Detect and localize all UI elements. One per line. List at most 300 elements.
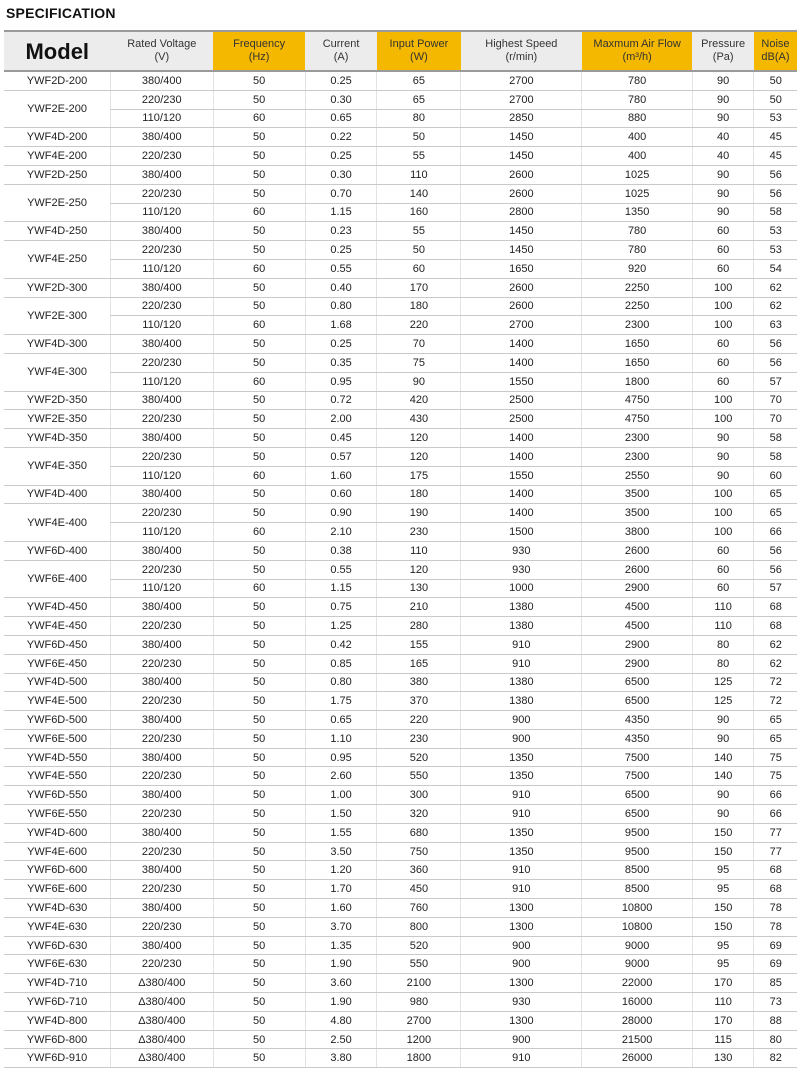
cell-noise: 54 — [754, 259, 797, 278]
model-cell: YWF4D-350 — [4, 429, 111, 448]
cell-pressure: 60 — [692, 222, 753, 241]
cell-speed: 1380 — [461, 598, 582, 617]
cell-power: 50 — [377, 128, 461, 147]
cell-pressure: 60 — [692, 353, 753, 372]
cell-noise: 45 — [754, 147, 797, 166]
cell-power: 980 — [377, 993, 461, 1012]
cell-frequency: 50 — [213, 297, 305, 316]
model-cell: YWF4E-350 — [4, 447, 111, 485]
cell-voltage: 220/230 — [111, 917, 213, 936]
cell-noise: 62 — [754, 278, 797, 297]
cell-airflow: 2250 — [582, 278, 693, 297]
cell-speed: 900 — [461, 711, 582, 730]
cell-speed: 1350 — [461, 842, 582, 861]
cell-current: 0.35 — [305, 353, 377, 372]
cell-current: 0.80 — [305, 673, 377, 692]
table-row — [4, 936, 797, 955]
cell-current: 1.50 — [305, 805, 377, 824]
cell-pressure: 40 — [692, 147, 753, 166]
cell-speed: 910 — [461, 805, 582, 824]
column-label: Current — [322, 38, 360, 50]
model-cell: YWF4D-600 — [4, 823, 111, 842]
table-row — [4, 635, 797, 654]
cell-pressure: 95 — [692, 880, 753, 899]
model-cell: YWF4E-450 — [4, 617, 111, 636]
table-row — [4, 429, 797, 448]
cell-current: 0.25 — [305, 71, 377, 90]
cell-voltage: 380/400 — [111, 899, 213, 918]
cell-current: 0.80 — [305, 297, 377, 316]
cell-current: 0.70 — [305, 184, 377, 203]
cell-pressure: 100 — [692, 485, 753, 504]
cell-power: 750 — [377, 842, 461, 861]
cell-airflow: 3500 — [582, 485, 693, 504]
cell-pressure: 150 — [692, 823, 753, 842]
cell-noise: 62 — [754, 654, 797, 673]
cell-voltage: 380/400 — [111, 429, 213, 448]
cell-power: 80 — [377, 109, 461, 128]
table-row — [4, 711, 797, 730]
cell-frequency: 50 — [213, 823, 305, 842]
cell-airflow: 9000 — [582, 955, 693, 974]
model-cell: YWF4D-450 — [4, 598, 111, 617]
table-row — [4, 222, 797, 241]
cell-frequency: 60 — [213, 579, 305, 598]
column-unit: dB(A) — [761, 51, 790, 63]
model-cell: YWF6D-800 — [4, 1030, 111, 1049]
cell-voltage: 380/400 — [111, 823, 213, 842]
cell-speed: 1300 — [461, 1011, 582, 1030]
table-row — [4, 71, 797, 90]
model-cell: YWF4E-600 — [4, 842, 111, 861]
cell-pressure: 100 — [692, 410, 753, 429]
cell-power: 360 — [377, 861, 461, 880]
cell-pressure: 90 — [692, 447, 753, 466]
cell-speed: 1350 — [461, 748, 582, 767]
cell-noise: 85 — [754, 974, 797, 993]
cell-frequency: 50 — [213, 278, 305, 297]
table-row — [4, 466, 797, 485]
cell-speed: 1400 — [461, 504, 582, 523]
cell-frequency: 60 — [213, 523, 305, 542]
cell-airflow: 780 — [582, 71, 693, 90]
cell-noise: 62 — [754, 297, 797, 316]
cell-speed: 1380 — [461, 617, 582, 636]
model-cell: YWF2E-250 — [4, 184, 111, 222]
column-header-noise — [754, 31, 797, 71]
cell-noise: 70 — [754, 391, 797, 410]
cell-airflow: 2600 — [582, 560, 693, 579]
column-label: Pressure — [701, 38, 746, 50]
cell-current: 0.95 — [305, 372, 377, 391]
table-row — [4, 861, 797, 880]
cell-noise: 50 — [754, 71, 797, 90]
cell-voltage: 220/230 — [111, 297, 213, 316]
cell-airflow: 920 — [582, 259, 693, 278]
model-cell: YWF4E-630 — [4, 917, 111, 936]
cell-noise: 53 — [754, 241, 797, 260]
table-row — [4, 335, 797, 354]
table-row — [4, 109, 797, 128]
cell-current: 0.23 — [305, 222, 377, 241]
cell-pressure: 125 — [692, 692, 753, 711]
cell-speed: 1400 — [461, 429, 582, 448]
cell-pressure: 170 — [692, 974, 753, 993]
table-row — [4, 654, 797, 673]
column-unit: (A) — [333, 51, 349, 63]
cell-current: 0.45 — [305, 429, 377, 448]
cell-power: 450 — [377, 880, 461, 899]
cell-voltage: 220/230 — [111, 353, 213, 372]
model-cell: YWF6D-400 — [4, 541, 111, 560]
cell-frequency: 50 — [213, 71, 305, 90]
cell-current: 1.55 — [305, 823, 377, 842]
cell-airflow: 2250 — [582, 297, 693, 316]
cell-frequency: 50 — [213, 90, 305, 109]
cell-noise: 75 — [754, 767, 797, 786]
table-row — [4, 805, 797, 824]
cell-frequency: 50 — [213, 880, 305, 899]
cell-pressure: 80 — [692, 654, 753, 673]
table-row — [4, 353, 797, 372]
cell-noise: 78 — [754, 917, 797, 936]
column-unit: (r/min) — [505, 51, 538, 63]
column-header-frequency — [213, 31, 305, 71]
cell-voltage: 380/400 — [111, 165, 213, 184]
cell-power: 300 — [377, 786, 461, 805]
cell-voltage: 220/230 — [111, 447, 213, 466]
cell-frequency: 50 — [213, 805, 305, 824]
cell-current: 1.35 — [305, 936, 377, 955]
cell-power: 65 — [377, 71, 461, 90]
cell-noise: 78 — [754, 899, 797, 918]
cell-frequency: 50 — [213, 842, 305, 861]
cell-noise: 73 — [754, 993, 797, 1012]
cell-speed: 2500 — [461, 391, 582, 410]
cell-current: 1.75 — [305, 692, 377, 711]
cell-airflow: 4350 — [582, 711, 693, 730]
cell-frequency: 50 — [213, 654, 305, 673]
column-unit: (m³/h) — [622, 51, 652, 63]
model-cell: YWF4D-250 — [4, 222, 111, 241]
cell-pressure: 100 — [692, 391, 753, 410]
cell-frequency: 50 — [213, 974, 305, 993]
cell-speed: 1400 — [461, 353, 582, 372]
cell-noise: 65 — [754, 729, 797, 748]
column-unit: (Pa) — [712, 51, 734, 63]
cell-current: 1.60 — [305, 899, 377, 918]
cell-frequency: 50 — [213, 1030, 305, 1049]
cell-voltage: 380/400 — [111, 635, 213, 654]
cell-voltage: 220/230 — [111, 692, 213, 711]
model-cell: YWF2D-250 — [4, 165, 111, 184]
cell-speed: 1400 — [461, 485, 582, 504]
column-label: Noise — [761, 38, 790, 50]
cell-noise: 53 — [754, 222, 797, 241]
cell-airflow: 4500 — [582, 598, 693, 617]
cell-power: 55 — [377, 222, 461, 241]
model-cell: YWF2E-350 — [4, 410, 111, 429]
cell-current: 0.72 — [305, 391, 377, 410]
cell-current: 0.85 — [305, 654, 377, 673]
cell-frequency: 60 — [213, 259, 305, 278]
cell-frequency: 60 — [213, 316, 305, 335]
cell-frequency: 50 — [213, 541, 305, 560]
cell-pressure: 115 — [692, 1030, 753, 1049]
cell-power: 210 — [377, 598, 461, 617]
cell-current: 1.25 — [305, 617, 377, 636]
cell-voltage: 220/230 — [111, 410, 213, 429]
cell-current: 0.95 — [305, 748, 377, 767]
cell-noise: 45 — [754, 128, 797, 147]
table-row — [4, 729, 797, 748]
cell-frequency: 50 — [213, 429, 305, 448]
cell-power: 230 — [377, 523, 461, 542]
cell-frequency: 50 — [213, 241, 305, 260]
cell-power: 420 — [377, 391, 461, 410]
cell-airflow: 3800 — [582, 523, 693, 542]
cell-airflow: 9000 — [582, 936, 693, 955]
cell-voltage: Δ380/400 — [111, 1030, 213, 1049]
cell-voltage: 380/400 — [111, 936, 213, 955]
cell-voltage: 380/400 — [111, 335, 213, 354]
table-row — [4, 617, 797, 636]
cell-power: 680 — [377, 823, 461, 842]
cell-pressure: 100 — [692, 297, 753, 316]
table-body — [4, 71, 797, 1068]
cell-airflow: 1650 — [582, 335, 693, 354]
cell-voltage: 380/400 — [111, 673, 213, 692]
cell-voltage: 220/230 — [111, 184, 213, 203]
table-row — [4, 748, 797, 767]
model-cell: YWF4E-500 — [4, 692, 111, 711]
cell-frequency: 60 — [213, 109, 305, 128]
cell-power: 175 — [377, 466, 461, 485]
model-cell: YWF6E-630 — [4, 955, 111, 974]
cell-airflow: 4750 — [582, 391, 693, 410]
cell-airflow: 6500 — [582, 805, 693, 824]
cell-noise: 65 — [754, 485, 797, 504]
cell-speed: 930 — [461, 541, 582, 560]
cell-pressure: 150 — [692, 842, 753, 861]
cell-airflow: 400 — [582, 147, 693, 166]
cell-power: 2100 — [377, 974, 461, 993]
cell-voltage: 220/230 — [111, 880, 213, 899]
cell-power: 430 — [377, 410, 461, 429]
cell-current: 2.00 — [305, 410, 377, 429]
table-row — [4, 673, 797, 692]
cell-speed: 1450 — [461, 147, 582, 166]
cell-speed: 2600 — [461, 297, 582, 316]
cell-frequency: 50 — [213, 391, 305, 410]
cell-speed: 1400 — [461, 447, 582, 466]
cell-noise: 63 — [754, 316, 797, 335]
cell-pressure: 110 — [692, 617, 753, 636]
cell-voltage: 220/230 — [111, 504, 213, 523]
cell-frequency: 50 — [213, 711, 305, 730]
cell-noise: 80 — [754, 1030, 797, 1049]
cell-airflow: 8500 — [582, 880, 693, 899]
cell-speed: 910 — [461, 786, 582, 805]
cell-voltage: 380/400 — [111, 711, 213, 730]
cell-noise: 77 — [754, 823, 797, 842]
cell-current: 0.38 — [305, 541, 377, 560]
cell-noise: 65 — [754, 504, 797, 523]
cell-airflow: 780 — [582, 90, 693, 109]
cell-speed: 900 — [461, 936, 582, 955]
cell-frequency: 50 — [213, 993, 305, 1012]
cell-noise: 58 — [754, 429, 797, 448]
cell-frequency: 60 — [213, 372, 305, 391]
cell-power: 120 — [377, 560, 461, 579]
cell-airflow: 10800 — [582, 899, 693, 918]
cell-speed: 900 — [461, 955, 582, 974]
cell-pressure: 150 — [692, 917, 753, 936]
cell-noise: 72 — [754, 692, 797, 711]
cell-power: 1800 — [377, 1049, 461, 1068]
cell-power: 520 — [377, 748, 461, 767]
cell-voltage: 220/230 — [111, 842, 213, 861]
table-row — [4, 786, 797, 805]
column-header-power — [377, 31, 461, 71]
cell-frequency: 50 — [213, 447, 305, 466]
cell-current: 2.60 — [305, 767, 377, 786]
cell-power: 370 — [377, 692, 461, 711]
model-cell: YWF4D-550 — [4, 748, 111, 767]
cell-pressure: 60 — [692, 335, 753, 354]
cell-current: 0.57 — [305, 447, 377, 466]
model-cell: YWF4D-800 — [4, 1011, 111, 1030]
cell-power: 550 — [377, 955, 461, 974]
specification-table — [4, 30, 797, 1068]
cell-power: 230 — [377, 729, 461, 748]
cell-current: 0.65 — [305, 109, 377, 128]
cell-current: 0.40 — [305, 278, 377, 297]
cell-airflow: 1025 — [582, 184, 693, 203]
cell-speed: 1650 — [461, 259, 582, 278]
cell-speed: 2500 — [461, 410, 582, 429]
cell-power: 155 — [377, 635, 461, 654]
cell-pressure: 80 — [692, 635, 753, 654]
cell-power: 800 — [377, 917, 461, 936]
cell-airflow: 880 — [582, 109, 693, 128]
cell-power: 120 — [377, 429, 461, 448]
cell-voltage: Δ380/400 — [111, 993, 213, 1012]
cell-speed: 1350 — [461, 767, 582, 786]
cell-airflow: 2300 — [582, 447, 693, 466]
table-row — [4, 560, 797, 579]
cell-speed: 1450 — [461, 222, 582, 241]
cell-current: 0.30 — [305, 165, 377, 184]
cell-airflow: 2900 — [582, 654, 693, 673]
cell-airflow: 2300 — [582, 316, 693, 335]
cell-pressure: 90 — [692, 203, 753, 222]
cell-current: 0.55 — [305, 560, 377, 579]
cell-frequency: 50 — [213, 617, 305, 636]
cell-pressure: 95 — [692, 955, 753, 974]
cell-voltage: 110/120 — [111, 579, 213, 598]
cell-speed: 930 — [461, 560, 582, 579]
cell-frequency: 50 — [213, 598, 305, 617]
cell-speed: 900 — [461, 729, 582, 748]
table-row — [4, 579, 797, 598]
cell-current: 0.60 — [305, 485, 377, 504]
table-row — [4, 410, 797, 429]
cell-frequency: 50 — [213, 729, 305, 748]
model-cell: YWF2D-350 — [4, 391, 111, 410]
table-row — [4, 372, 797, 391]
cell-airflow: 1800 — [582, 372, 693, 391]
cell-speed: 1550 — [461, 466, 582, 485]
column-label: Rated Voltage — [127, 38, 197, 50]
cell-voltage: 380/400 — [111, 222, 213, 241]
cell-current: 0.25 — [305, 147, 377, 166]
table-row — [4, 974, 797, 993]
table-row — [4, 241, 797, 260]
cell-voltage: 380/400 — [111, 861, 213, 880]
cell-frequency: 50 — [213, 353, 305, 372]
cell-voltage: 220/230 — [111, 805, 213, 824]
cell-speed: 1380 — [461, 692, 582, 711]
cell-pressure: 90 — [692, 165, 753, 184]
cell-current: 0.22 — [305, 128, 377, 147]
cell-noise: 56 — [754, 560, 797, 579]
cell-power: 90 — [377, 372, 461, 391]
table-row — [4, 842, 797, 861]
cell-pressure: 100 — [692, 316, 753, 335]
cell-speed: 2850 — [461, 109, 582, 128]
cell-pressure: 90 — [692, 429, 753, 448]
cell-airflow: 4750 — [582, 410, 693, 429]
cell-noise: 50 — [754, 90, 797, 109]
column-header-speed — [461, 31, 582, 71]
cell-noise: 69 — [754, 936, 797, 955]
cell-frequency: 50 — [213, 786, 305, 805]
model-cell: YWF4D-400 — [4, 485, 111, 504]
model-cell: YWF2E-200 — [4, 90, 111, 128]
model-cell: YWF4E-300 — [4, 353, 111, 391]
model-cell: YWF2E-300 — [4, 297, 111, 335]
cell-noise: 58 — [754, 203, 797, 222]
cell-speed: 1380 — [461, 673, 582, 692]
column-label: Frequency — [233, 38, 286, 50]
cell-pressure: 95 — [692, 861, 753, 880]
cell-power: 550 — [377, 767, 461, 786]
cell-airflow: 26000 — [582, 1049, 693, 1068]
cell-current: 1.20 — [305, 861, 377, 880]
cell-speed: 1400 — [461, 335, 582, 354]
table-row — [4, 90, 797, 109]
cell-frequency: 50 — [213, 485, 305, 504]
cell-noise: 58 — [754, 447, 797, 466]
cell-voltage: 110/120 — [111, 259, 213, 278]
cell-pressure: 95 — [692, 936, 753, 955]
cell-voltage: 220/230 — [111, 654, 213, 673]
model-cell: YWF6E-500 — [4, 729, 111, 748]
cell-airflow: 9500 — [582, 823, 693, 842]
cell-pressure: 100 — [692, 504, 753, 523]
cell-airflow: 2550 — [582, 466, 693, 485]
cell-voltage: 220/230 — [111, 241, 213, 260]
cell-airflow: 7500 — [582, 748, 693, 767]
cell-current: 0.65 — [305, 711, 377, 730]
table-row — [4, 391, 797, 410]
cell-speed: 900 — [461, 1030, 582, 1049]
cell-power: 70 — [377, 335, 461, 354]
cell-current: 0.30 — [305, 90, 377, 109]
cell-noise: 70 — [754, 410, 797, 429]
table-row — [4, 541, 797, 560]
